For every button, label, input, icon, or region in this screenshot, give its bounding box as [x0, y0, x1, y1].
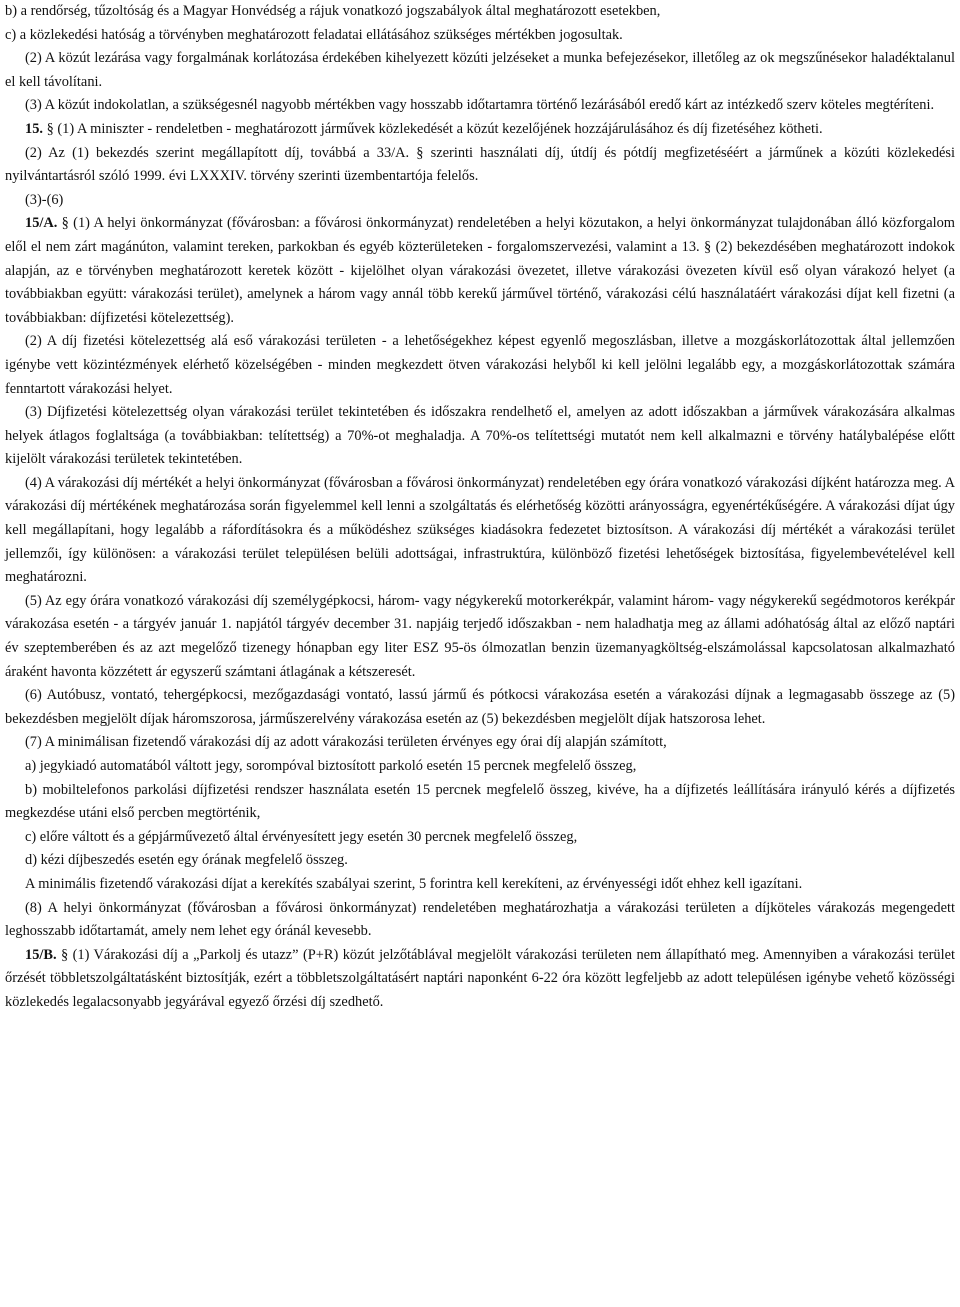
paragraph-b-item [5, 0, 955, 24]
paragraph-15a-6 [5, 684, 955, 731]
paragraph-15a-7 [5, 731, 955, 755]
section-number: 15/B. [25, 946, 57, 963]
paragraph-14-3 [5, 94, 955, 118]
paragraph-text: b) a rendőrség, tűzoltóság és a Magyar Honvédség a rájuk vonatkozó jogszabályok által meghatározott esetekben, [5, 3, 661, 19]
paragraph-text: (3) Díjfizetési kötelezettség olyan várakozási terület tekintetében és időszakra rendelhető el, amelyen az adott időszakban a járművek várakozására alkalmas helyek átlagos foglaltsága (a továbbiakban: telítettség) a 70%-ot meghaladja. A 70%-os telítettségi mutatót nem kell alkalmazni e törvény hatálybalépése előtt kijelölt várakozási területek tekintetében. [5, 404, 955, 468]
paragraph-15a-4 [5, 472, 955, 590]
document-page [5, 0, 955, 1015]
paragraph-15-2 [5, 142, 955, 189]
paragraph-c-item [5, 24, 955, 48]
paragraph-text: c) a közlekedési hatóság a törvényben meghatározott feladatai ellátásához szükséges mértékben jogosultak. [5, 26, 623, 43]
paragraph-text: A minimális fizetendő várakozási díjat a kerekítés szabályai szerint, 5 forintra kell kerekíteni, az érvényességi időt ehhez kell igazítani. [25, 875, 803, 892]
paragraph-14-2 [5, 47, 955, 94]
list-item-c [5, 826, 955, 850]
paragraph-text: § (1) A miniszter - rendeletben - meghatározott járművek közlekedését a közút kezelőjének hozzájárulásához és díj fizetéséhez kötheti. [43, 120, 823, 137]
paragraph-text: (7) A minimálisan fizetendő várakozási díj az adott várakozási területen érvényes egy órai díj alapján számított, [25, 734, 667, 751]
section-15a [5, 212, 955, 330]
paragraph-text: (6) Autóbusz, vontató, tehergépkocsi, mezőgazdasági vontató, lassú jármű és pótkocsi várakozása esetén a várakozási díjnak a legmagasabb összege az (5) bekezdésben megjelölt díjak háromszorosa, járműszerelvény várakozása esetén az (5) bekezdésben megjelölt díjak hatszorosa lehet. [5, 687, 955, 727]
paragraph-text: (3) A közút indokolatlan, a szükségesnél nagyobb mértékben vagy hosszabb időtartamra történő lezárásából eredő kárt az intézkedő szerv köteles megtéríteni. [25, 97, 935, 114]
paragraph-15a-2 [5, 330, 955, 401]
paragraph-rounding [5, 873, 955, 897]
paragraph-text: a) jegykiadó automatából váltott jegy, sorompóval biztosított parkoló esetén 15 percnek megfelelő összeg, [25, 758, 637, 774]
paragraph-15a-3 [5, 401, 955, 472]
list-item-a [5, 755, 955, 779]
paragraph-15a-5 [5, 590, 955, 684]
paragraph-text: d) kézi díjbeszedés esetén egy órának megfelelő összeg. [25, 852, 348, 869]
paragraph-text: (5) Az egy órára vonatkozó várakozási díj személygépkocsi, három- vagy négykerekű motorkerékpár, valamint három- vagy négykerekű segédmotoros kerékpár várakozása esetén - a tárgyév január 1. napjától tárgyév december 31. napjáig terjedő időszakban - nem haladhatja meg az állami adóhatóság által az előző naptári év szeptemberében és az azt megelőző tizenegy hónapban egy liter ESZ 95-ös ólmozatlan benzin üzemanyagköltség-elszámolással kapcsolatosan alkalmazható áraként havonta közzétett ár egyszerű számtani átlagának a kétszeresét. [5, 592, 955, 680]
list-item-d [5, 849, 955, 873]
paragraph-text: (2) A közút lezárása vagy forgalmának korlátozása érdekében kihelyezett közúti jelzéseket a munka befejezésekor, illetőleg az ok megszűnésekor haladéktalanul el kell távolítani. [5, 50, 955, 90]
paragraph-15-3-6 [5, 189, 955, 213]
paragraph-text: (2) Az (1) bekezdés szerint megállapított díj, továbbá a 33/A. § szerinti használati díj, útdíj és pótdíj megfizetéséért a járműnek a közúti közlekedési nyilvántartásról szóló 1999. évi LXXXIV. törvény szerinti üzembentartója felelős. [5, 144, 955, 185]
section-number: 15. [25, 120, 43, 137]
paragraph-text: (4) A várakozási díj mértékét a helyi önkormányzat (fővárosban a fővárosi önkormányzat) rendeletében egy órára vonatkozó várakozási díjként határozza meg. A várakozási díj mértékének meghatározása során figyelemmel kell lenni a szolgáltatás és elérhetőség közötti arányosságra, egyenértékűségére. A várakozási díjat úgy kell megállapítani, hogy legalább a ráfordításokra és a működéshez szükséges kiadásokra fedezetet biztosítson. A várakozási díj mértékét a várakozási terület jellemzői, így különösen: a várakozási terület településen belüli adottságai, infrastruktúra, különböző fizetési lehetőségek biztosítása, figyelembevételével kell meghatározni. [5, 474, 955, 586]
paragraph-text: c) előre váltott és a gépjárművezető által érvényesített jegy esetén 30 percnek megfelelő összeg, [25, 828, 578, 845]
section-15 [5, 118, 955, 142]
list-item-b [5, 779, 955, 826]
section-number: 15/A. [25, 215, 58, 232]
paragraph-text: (3)-(6) [25, 191, 64, 208]
paragraph-text: § (1) Várakozási díj a „Parkolj és utazz” (P+R) közút jelzőtáblával megjelölt várakozási területen nem állapítható meg. Amennyiben a várakozási terület őrzését többletszolgáltatásként biztosítják, ezért a többletszolgáltatásért naptári naponként 6-22 óra között legfeljebb az adott településen igénybe vehető közösségi közlekedés legalacsonyabb jegyárával egyező őrzési díj szedhető. [5, 946, 955, 1010]
paragraph-text: (2) A díj fizetési kötelezettség alá eső várakozási területen - a lehetőségekhez képest egyenlő megoszlásban, illetve a mozgáskorlátozottak által jellemzően igénybe vett közintézmények elérhető közelségében - minden megkezdett ötven várakozási helyből ki kell jelölni legalább egy, a mozgáskorlátozottak számára fenntartott várakozási helyet. [5, 333, 955, 397]
paragraph-text: b) mobiltelefonos parkolási díjfizetési rendszer használata esetén 15 percnek megfelelő összeg, kivéve, ha a díjfizetés leállítására irányuló kérés a díjfizetés megkezdése utáni első percben megtörténik, [5, 781, 955, 822]
section-15b [5, 944, 955, 1015]
paragraph-text: (8) A helyi önkormányzat (fővárosban a fővárosi önkormányzat) rendeletében meghatározhatja a várakozási területen a díjköteles várakozás megengedett leghosszabb időtartamát, amely nem lehet egy óránál kevesebb. [5, 899, 955, 940]
paragraph-text: § (1) A helyi önkormányzat (fővárosban: a fővárosi önkormányzat) rendeletében a helyi közutakon, a helyi önkormányzat tulajdonában álló közforgalom elől el nem zárt magánúton, valamint tereken, parkokban és egyéb közterületeken - forgalomszervezési, valamint a 13. § (2) bekezdésében meghatározott indokok alapján, az e törvényben meghatározott keretek között - kijelölhet olyan várakozási övezetet, illetve várakozási övezeten kívül eső olyan várakozó helyet (a továbbiakban együtt: várakozási terület), amelynek a három vagy annál több kerekű járművel történő, várakozási célú használatáért várakozási díjat kell fizetni (a továbbiakban: díjfizetési kötelezettség). [5, 215, 955, 326]
paragraph-15a-8 [5, 897, 955, 944]
